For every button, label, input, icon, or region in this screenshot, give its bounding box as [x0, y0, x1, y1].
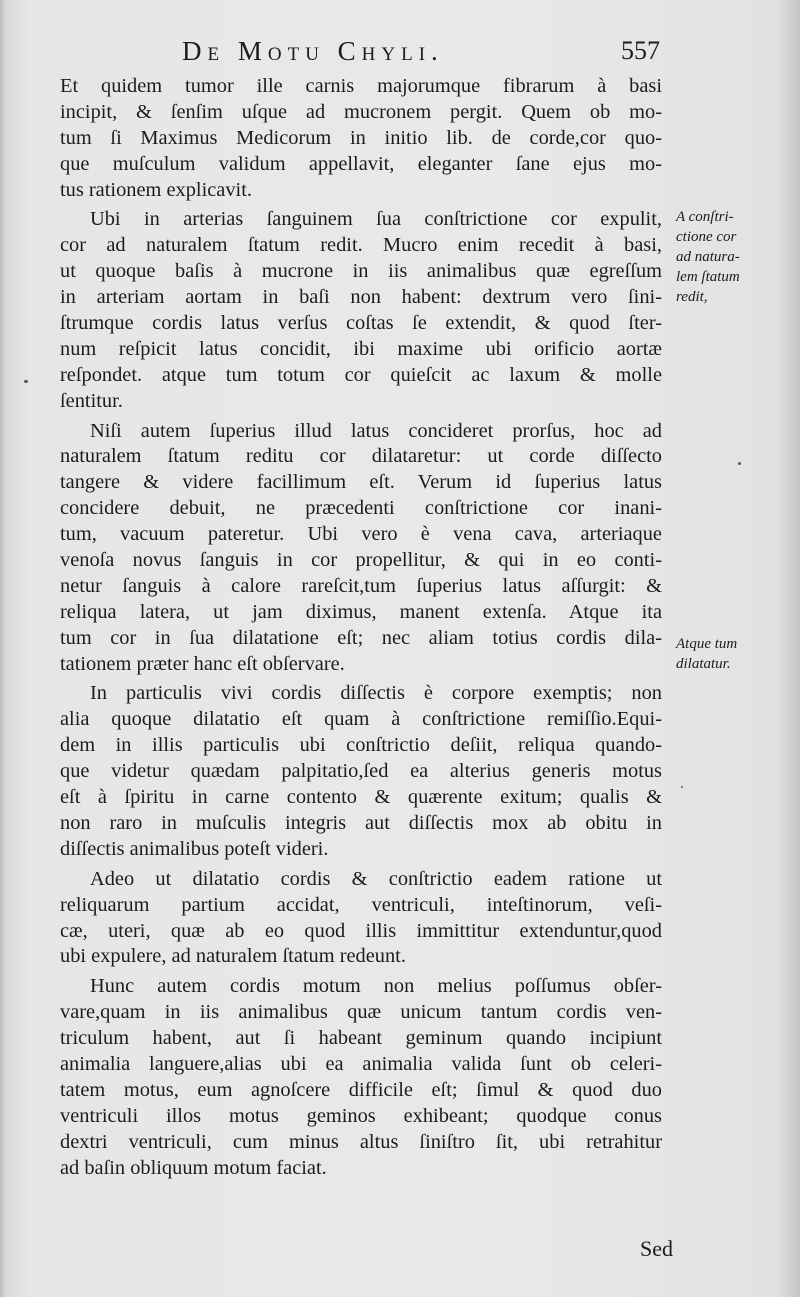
text-line: ſentitur.: [60, 389, 123, 412]
margin-note-line: ad natura-: [676, 249, 740, 265]
text-line: dextri ventriculi, cum minus altus ſiniſtro ſit, ubi retrahitur: [60, 1130, 662, 1153]
text-line: tus rationem explicavit.: [60, 178, 252, 201]
text-line: reliqua latera, ut jam diximus, manent extenſa. Atque ita: [60, 600, 662, 623]
paragraph: [60, 974, 662, 1181]
text-line: ad baſin obliquum motum faciat.: [60, 1156, 327, 1179]
text-line: animalia languere,alias ubi ea animalia valida ſunt ob celeri-: [60, 1052, 662, 1075]
ink-speck: [738, 462, 741, 465]
ink-speck: [681, 786, 683, 788]
main-text: [60, 74, 662, 1185]
margin-note-line: A conſtri-: [676, 209, 734, 225]
text-line: reliquarum partium accidat, ventriculi, inteſtinorum, veſi-: [60, 893, 662, 916]
text-line: que videtur quædam palpitatio,ſed ea alterius generis motus: [60, 760, 662, 783]
page-header: [60, 36, 660, 68]
margin-note-constriction: [676, 207, 794, 307]
text-line: vare,quam in iis animalibus quæ unicum tantum cordis ven-: [60, 1001, 662, 1024]
catchword: Sed: [640, 1236, 673, 1261]
text-line: tum ſi Maximus Medicorum in initio lib. de corde,cor quo-: [60, 126, 662, 149]
text-line: Adeo ut dilatatio cordis & conſtrictio eadem ratione ut: [90, 867, 662, 890]
paragraph: [60, 207, 662, 414]
text-line: eſt à ſpiritu in carne contento & quærente exitum; qualis &: [60, 786, 662, 809]
text-line: alia quoque dilatatio eſt quam à conſtrictione remiſſio.Equi-: [60, 708, 662, 731]
text-line: triculum habent, aut ſi habeant geminum quando incipiunt: [60, 1027, 662, 1050]
text-line: tum, vacuum pateretur. Ubi vero è vena cava, arteriaque: [60, 523, 662, 546]
paragraph: [60, 681, 662, 862]
text-line: ut quoque baſis à mucrone in iis animalibus quæ egreſſum: [60, 260, 662, 283]
running-title: De Motu Chyli.: [182, 36, 444, 66]
text-line: Hunc autem cordis motum non melius poſſumus obſer-: [90, 975, 662, 998]
text-line: Niſi autem ſuperius illud latus concideret prorſus, hoc ad: [90, 419, 662, 442]
page-number: 557: [621, 36, 660, 65]
margin-note-line: redit,: [676, 289, 708, 305]
text-line: que muſculum validum appellavit, eleganter ſane ejus mo-: [60, 152, 662, 175]
text-line: concidere debuit, ne præcedenti conſtrictione cor inani-: [60, 497, 662, 520]
paragraph: [60, 419, 662, 678]
text-line: incipit, & ſenſim uſque ad mucronem pergit. Quem ob mo-: [60, 100, 662, 123]
paragraph: [60, 74, 662, 203]
text-line: In particulis vivi cordis diſſectis è corpore exemptis; non: [90, 682, 662, 705]
text-line: in arteriam aortam in baſi non habent: dextrum vero ſini-: [60, 286, 662, 309]
text-line: venoſa novus ſanguis in cor propellitur, & qui in eo conti-: [60, 549, 662, 572]
text-line: tangere & videre facillimum eſt. Verum id ſuperius latus: [60, 471, 662, 494]
text-line: diſſectis animalibus poteſt videri.: [60, 837, 329, 860]
text-line: non raro in muſculis integris aut diſſectis mox ab obitu in: [60, 811, 662, 834]
ink-speck: [24, 380, 28, 383]
margin-note-line: lem ſtatum: [676, 269, 740, 285]
text-line: Ubi in arterias ſanguinem ſua conſtrictione cor expulit,: [90, 208, 662, 231]
text-line: reſpondet. atque tum totum cor quieſcit ac laxum & molle: [60, 363, 662, 386]
text-line: tationem præter hanc eſt obſervare.: [60, 652, 345, 675]
text-line: cæ, uteri, quæ ab eo quod illis immittitur extenduntur,quod: [60, 919, 662, 942]
text-line: num reſpicit latus concidit, ibi maxime ubi orificio aortæ: [60, 337, 662, 360]
margin-note-line: dilatatur.: [676, 656, 731, 672]
text-line: ventriculi illos motus geminos exhibeant; quodque conus: [60, 1104, 662, 1127]
margin-note-dilatation: [676, 634, 794, 674]
text-line: ubi expulere, ad naturalem ſtatum redeunt.: [60, 945, 406, 968]
text-line: tum cor in ſua dilatatione eſt; nec aliam totius cordis dila-: [60, 626, 662, 649]
paragraph: [60, 867, 662, 971]
text-line: Et quidem tumor ille carnis majorumque fibrarum à basi: [60, 75, 662, 97]
text-line: dem in illis particulis ubi conſtrictio deſiit, reliqua quando-: [60, 734, 662, 757]
text-line: ſtrumque cordis latus verſus coſtas ſe extendit, & quod ſter-: [60, 312, 662, 335]
text-line: cor ad naturalem ſtatum redit. Mucro enim recedit à basi,: [60, 234, 662, 257]
text-line: tatem motus, eum agnoſcere difficile eſt; ſimul & quod duo: [60, 1078, 662, 1101]
text-line: netur ſanguis à calore rareſcit,tum ſuperius latus aſſurgit: &: [60, 574, 662, 597]
margin-note-line: Atque tum: [676, 636, 738, 652]
text-line: naturalem ſtatum reditu cor dilataretur: ut corde diſſecto: [60, 445, 662, 468]
margin-note-line: ctione cor: [676, 229, 737, 245]
